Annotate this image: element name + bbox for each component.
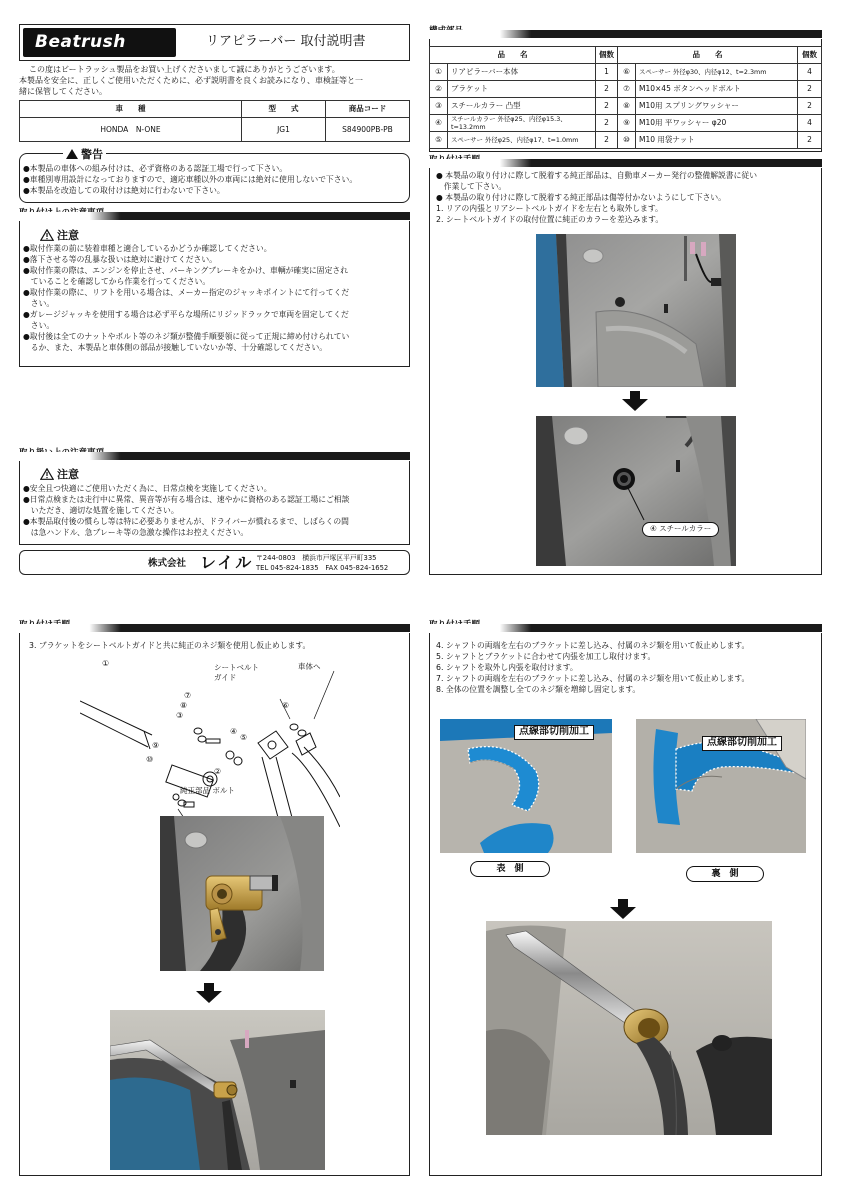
- parts-row: [430, 64, 822, 81]
- section-bar: [429, 159, 822, 167]
- part-qty: 2: [798, 132, 822, 149]
- parts-table: [429, 46, 822, 149]
- install-caution-list: [23, 243, 349, 353]
- diagram-label-6: ⑥: [282, 701, 290, 710]
- company-box: [19, 550, 410, 575]
- diagram-label-2: ②: [214, 767, 222, 776]
- company-prefix: 株式会社: [148, 558, 187, 569]
- intro-line: 緒に保管してください。: [19, 87, 107, 96]
- photo-bar-installed-right-image: [486, 921, 772, 1135]
- part-qty: 2: [798, 98, 822, 115]
- part-qty: 1: [596, 64, 618, 81]
- diagram-label-5: ⑤: [240, 733, 248, 742]
- part-name: スペーサー 外径φ25、内径φ17、t=1.0mm: [448, 132, 596, 149]
- section-bar: [19, 624, 410, 632]
- warning-item: ●車種別専用設計になっておりますので、適応車種以外の車両には絶対に使用しないで下さい。: [23, 175, 358, 184]
- vehicle-header-code: 商品コード: [326, 101, 410, 118]
- section-bar: [429, 30, 822, 38]
- diagram-label-3: ③: [176, 711, 184, 720]
- part-qty: 2: [798, 81, 822, 98]
- caution-item: さい。: [23, 321, 55, 330]
- caution-item: いただき、適切な処置を施してください。: [23, 506, 179, 515]
- diagram-label-to-body: 車体へ: [298, 662, 321, 671]
- caution-item: るか、また、本製品と車体側の部品が接触していないか等、十分確認してください。: [23, 343, 328, 352]
- part-number: ①: [430, 64, 448, 81]
- caution-title-wrap: [40, 466, 79, 482]
- down-arrow-icon: [622, 391, 648, 414]
- warning-box: [19, 148, 410, 203]
- parts-header-name: 品 名: [430, 47, 596, 64]
- step-item: 8. 全体の位置を調整し全てのネジ類を増締し固定します。: [436, 685, 641, 694]
- parts-row: [430, 98, 822, 115]
- exploded-diagram: [80, 657, 340, 827]
- parts-header-qty: 個数: [798, 47, 822, 64]
- part-qty: 4: [798, 64, 822, 81]
- diagram-label-7: ⑦: [184, 691, 192, 700]
- photo-bar-installed-left-image: [110, 1010, 325, 1170]
- part-name: ブラケット: [448, 81, 596, 98]
- collar-callout: [642, 522, 719, 537]
- part-qty: 2: [596, 98, 618, 115]
- install-caution-box: [19, 221, 410, 367]
- cut-label-back: [702, 736, 782, 751]
- caution-title-wrap: [40, 227, 79, 243]
- parts-header-qty: 個数: [596, 47, 618, 64]
- step-item: 6. シャフトを取外し内張を取付けます。: [436, 663, 578, 672]
- intro-line: 本製品を安全に、正しくご使用いただくために、必ず説明書を良くお読みになり、車検証等と一: [19, 76, 363, 85]
- step-item: 7. シャフトの両端を左右のブラケットに差し込み、付属のネジ類を用いて仮止めします。: [436, 674, 750, 683]
- photo-bracket-mounted-image: [160, 816, 324, 971]
- photo-pillar-before: [536, 234, 736, 387]
- diagram-label-9: ⑨: [152, 741, 160, 750]
- caution-item: ●落下させる等の乱暴な扱いは絶対に避けてください。: [23, 255, 217, 264]
- down-arrow-icon: [610, 899, 636, 922]
- company-address: 〒244-0803 横浜市戸塚区平戸町335: [256, 554, 377, 562]
- brand-logo: [23, 28, 176, 57]
- part-number: ⑥: [618, 64, 636, 81]
- part-number: ⑦: [618, 81, 636, 98]
- photo-bar-installed-right: [486, 921, 772, 1135]
- steps3-list: [436, 640, 749, 695]
- caution-icon: [40, 468, 54, 480]
- steps3-box: [429, 633, 822, 1176]
- warning-title: 警告: [81, 148, 103, 161]
- cut-label-front: [514, 725, 594, 740]
- note-item: ● 本製品の取り付けに際して脱着する純正部品は、自動車メーカー発行の整備解説書に従い: [436, 171, 757, 180]
- step3-text: 3. ブラケットをシートベルトガイドと共に純正のネジ類を使用し仮止めします。: [29, 641, 311, 650]
- document-title: リアピラーバー 取付説明書: [206, 34, 366, 49]
- caution-item: ●取付後は全てのナットやボルト等のネジ類が整備手順要領に従って正規に締め付けられてい: [23, 332, 350, 341]
- parts-box: [429, 39, 822, 152]
- parts-header-name: 品 名: [618, 47, 798, 64]
- part-number: ⑩: [618, 132, 636, 149]
- part-number: ②: [430, 81, 448, 98]
- caution-item: ●ガレージジャッキを使用する場合は必ず平らな場所にリジッドラックで車両を固定してくだ: [23, 310, 349, 319]
- part-name: M10 用袋ナット: [636, 132, 798, 149]
- intro-line: この度はビートラッシュ製品をお買い上げくださいまして誠にありがとうございます。: [29, 65, 340, 74]
- part-name: M10用 スプリングワッシャー: [636, 98, 798, 115]
- down-arrow-icon: [196, 983, 222, 1006]
- steps2-box: [19, 633, 410, 1176]
- warning-title-wrap: [63, 148, 106, 162]
- caution-icon: [40, 229, 54, 241]
- caution-item: ●日常点検または走行中に異常、異音等が有る場合は、速やかに資格のある認証工場にご相談: [23, 495, 350, 504]
- top-left-panel: [19, 24, 410, 61]
- warning-item: ●本製品の車体への組み付けは、必ず資格のある認証工場で行って下さい。: [23, 164, 288, 173]
- vehicle-code: S84900PB-PB: [326, 118, 410, 142]
- part-number: ④: [430, 115, 448, 132]
- diagram-label-4: ④: [230, 727, 238, 736]
- caution-item: ●安全且つ快適にご使用いただく為に、日常点検を実施してください。: [23, 484, 272, 493]
- caution-item: ●取付作業の際に、リフトを用いる場合は、メーカー指定のジャッキポイントにて行ってくだ: [23, 288, 350, 297]
- parts-row: [430, 132, 822, 149]
- caution-title: 注意: [57, 229, 79, 242]
- brand-name: Beatrush: [35, 32, 126, 52]
- step-item: 2. シートベルトガイドの取付位置に純正のカラーを差込みます。: [436, 215, 664, 224]
- caution-item: ていることを確認してから作業を行ってください。: [23, 277, 211, 286]
- photo-bracket-mounted: [160, 816, 324, 971]
- diagram-label-genuine-bolt: 純正部品 ボルト: [180, 786, 235, 795]
- warning-icon: [66, 149, 78, 159]
- collar-callout-label: ④ スチールカラー: [650, 524, 712, 533]
- handling-caution-list: [23, 483, 349, 538]
- part-name: リアピラーバー本体: [448, 64, 596, 81]
- parts-row: [430, 81, 822, 98]
- part-qty: 2: [596, 81, 618, 98]
- caution-title: 注意: [57, 468, 79, 481]
- step-item: 5. シャフトとブラケットに合わせて内張を加工し取付けます。: [436, 652, 656, 661]
- part-number: ③: [430, 98, 448, 115]
- part-number: ⑨: [618, 115, 636, 132]
- part-name: スペーサー 外径φ30、内径φ12、t=2.3mm: [636, 64, 798, 81]
- steps1-box: [429, 168, 822, 575]
- front-label: [470, 861, 550, 877]
- note-item: 作業して下さい。: [436, 182, 507, 191]
- part-number: ⑧: [618, 98, 636, 115]
- diagram-label-belt-guide: シートベルト: [214, 663, 259, 672]
- cut-label-back-text: 点線部切削加工: [707, 737, 777, 748]
- caution-item: ●取付作業の前に装着車種と適合しているかどうか確認してください。: [23, 244, 272, 253]
- vehicle-header-model: 車 種: [20, 101, 242, 118]
- cut-label-front-text: 点線部切削加工: [519, 726, 589, 737]
- photo-pillar-collar-image: [536, 416, 736, 566]
- section-bar: [429, 624, 822, 632]
- step-item: 1. リアの内張とリアシートベルトガイドを左右とも取外します。: [436, 204, 663, 213]
- steps1-notes: [436, 170, 757, 225]
- part-qty: 4: [798, 115, 822, 132]
- photo-pillar-before-image: [536, 234, 736, 387]
- diagram-label-belt-guide2: ガイド: [214, 673, 237, 682]
- step-item: 4. シャフトの両端を左右のブラケットに差し込み、付属のネジ類を用いて仮止めします。: [436, 641, 750, 650]
- vehicle-header-type: 型 式: [242, 101, 326, 118]
- caution-item: は急ハンドル、急ブレーキ等の急激な操作はお控えください。: [23, 528, 249, 537]
- section-bar: [19, 212, 410, 220]
- parts-row: [430, 115, 822, 132]
- diagram-label-1: ①: [102, 659, 110, 668]
- vehicle-table: [19, 100, 410, 142]
- part-name: スチールカラー 外径φ25、内径φ15.3、t=13.2mm: [448, 115, 596, 132]
- photo-bar-installed-left: [110, 1010, 325, 1170]
- part-qty: 2: [596, 132, 618, 149]
- company-name: レイル: [200, 553, 254, 572]
- part-qty: 2: [596, 115, 618, 132]
- front-label-text: 表 側: [496, 864, 524, 874]
- section-bar: [19, 452, 410, 460]
- caution-item: さい。: [23, 299, 55, 308]
- caution-item: ●本製品取付後の慣らし等は特に必要ありませんが、ドライバーが慣れるまで、しばらくの間: [23, 517, 349, 526]
- part-name: スチールカラー 凸型: [448, 98, 596, 115]
- part-number: ⑤: [430, 132, 448, 149]
- company-phone: TEL 045-824-1835 FAX 045-824-1652: [256, 564, 389, 572]
- diagram-label-8: ⑧: [180, 701, 188, 710]
- handling-caution-box: [19, 461, 410, 545]
- note-item: ● 本製品の取り付けに際して脱着する純正部品は傷等付かないようにして下さい。: [436, 193, 726, 202]
- warning-item: ●本製品を改造しての取付けは絶対に行わないで下さい。: [23, 186, 225, 195]
- diagram-label-10: ⑩: [146, 755, 154, 764]
- caution-item: ●取付作業の際は、エンジンを停止させ、パーキングブレーキをかけ、車輌が確実に固定され: [23, 266, 348, 275]
- back-label-text: 裏 側: [711, 869, 739, 879]
- part-name: M10用 平ワッシャー φ20: [636, 115, 798, 132]
- warning-list: [23, 163, 357, 196]
- vehicle-model: HONDA N-ONE: [20, 118, 242, 142]
- photo-pillar-collar: [536, 416, 736, 566]
- part-name: M10×45 ボタンヘッドボルト: [636, 81, 798, 98]
- back-label: [686, 866, 764, 882]
- intro-text: [19, 64, 414, 97]
- vehicle-type: JG1: [242, 118, 326, 142]
